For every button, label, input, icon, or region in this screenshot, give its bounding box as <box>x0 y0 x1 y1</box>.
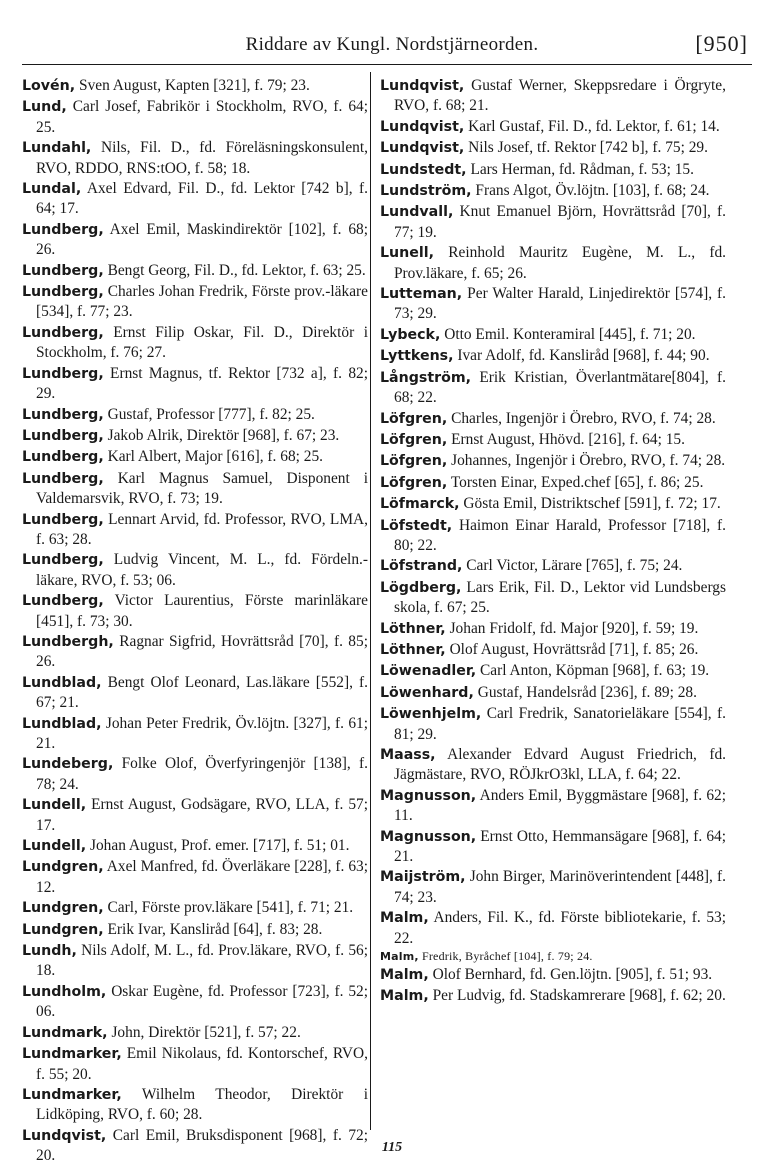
entry-surname: Lundberg, <box>22 511 104 528</box>
list-item <box>380 908 726 948</box>
entry-details: Nils, Fil. D., fd. Föreläsningskonsulent, RVO, RDDO, RNS:tOO, f. 58; 18. <box>36 139 368 177</box>
entry-surname: Löfmarck, <box>380 496 460 513</box>
entry-surname: Lundberg, <box>22 284 104 301</box>
entry-details: Ernst Otto, Hemmansägare [968], f. 64; 21. <box>394 827 726 866</box>
entry-details: Carl Josef, Fabrikör i Stockholm, RVO, f. 64; 25. <box>36 98 368 136</box>
entry-surname: Lundgren, <box>22 921 104 938</box>
entry-surname: Lunell, <box>380 245 434 262</box>
entry-surname: Lundvall, <box>380 204 454 221</box>
entry-details: Victor Laurentius, Förste marinläkare [451], f. 73; 30. <box>36 592 368 630</box>
entry-details: Fredrik, Byråchef [104], f. 79; 24. <box>421 949 593 964</box>
entry-details: Johan Peter Fredrik, Öv.löjtn. [327], f. 61; 21. <box>36 714 368 752</box>
entry-details: Erik Ivar, Kansliråd [64], f. 83; 28. <box>107 920 323 938</box>
entry-surname: Lundberg, <box>22 552 104 569</box>
list-item <box>380 494 726 514</box>
list-item <box>380 368 726 408</box>
entry-details: Carl Victor, Lärare [765], f. 75; 24. <box>466 557 683 575</box>
entry-details: Charles Johan Fredrik, Förste prov.-läkare [534], f. 77; 23. <box>36 283 368 321</box>
entry-details: Per Ludvig, fd. Stadskamrerare [968], f. 62; 20. <box>432 987 726 1005</box>
list-item <box>380 325 726 345</box>
entry-surname: Lundell, <box>22 838 87 855</box>
column-divider <box>370 72 371 1130</box>
entry-details: Ivar Adolf, fd. Kansliråd [968], f. 44; 90. <box>457 347 710 365</box>
entry-surname: Lundqvist, <box>22 1127 107 1144</box>
list-item <box>380 451 726 471</box>
entry-details: John, Direktör [521], f. 57; 22. <box>111 1023 301 1041</box>
entry-details: Torsten Einar, Exped.chef [65], f. 86; 25. <box>450 473 704 491</box>
entry-surname: Malm, <box>380 950 419 964</box>
entry-details: Emil Nikolaus, fd. Kontorschef, RVO, f. 55; 20. <box>36 1045 368 1083</box>
list-item <box>22 179 368 219</box>
entry-details: Karl Magnus Samuel, Disponent i Valdemarsvik, RVO, f. 73; 19. <box>36 469 368 508</box>
entry-surname: Lundstedt, <box>380 161 467 178</box>
list-item <box>22 550 368 590</box>
list-item <box>22 632 368 672</box>
list-item <box>22 220 368 260</box>
entry-details: Anders Emil, Byggmästare [968], f. 62; 11. <box>394 786 726 825</box>
entry-details: Sven August, Kapten [321], f. 79; 23. <box>79 77 310 94</box>
list-item <box>22 982 368 1022</box>
list-item <box>22 1023 368 1043</box>
entry-details: Lars Erik, Fil. D., Lektor vid Lundsbergs skola, f. 67; 25. <box>394 578 726 617</box>
list-item <box>22 1085 368 1125</box>
entry-surname: Lundmarker, <box>22 1086 122 1103</box>
entry-details: Carl Anton, Köpman [968], f. 63; 19. <box>480 662 710 680</box>
entry-surname: Lundberg, <box>22 427 104 444</box>
right-column <box>380 76 726 1008</box>
entry-surname: Lyttkens, <box>380 348 454 365</box>
entry-details: Carl Fredrik, Sanatorieläkare [554], f. 81; 29. <box>394 705 726 743</box>
entry-details: Olof Bernhard, fd. Gen.löjtn. [905], f. 51; 93. <box>432 966 713 984</box>
entry-details: Axel Emil, Maskindirektör [102], f. 68; 26. <box>36 220 368 259</box>
entry-surname: Lundqvist, <box>380 140 465 157</box>
list-item <box>22 1044 368 1084</box>
entry-details: Ludvig Vincent, M. L., fd. Fördeln.-läkare, RVO, f. 53; 06. <box>36 551 368 589</box>
list-item <box>22 426 368 446</box>
entry-surname: Lundmark, <box>22 1024 108 1041</box>
entry-details: Johan Fridolf, fd. Major [920], f. 59; 19. <box>449 619 699 637</box>
entry-surname: Löthner, <box>380 620 446 637</box>
list-item <box>22 795 368 835</box>
entry-surname: Lundberg, <box>22 221 104 238</box>
entry-details: Charles, Ingenjör i Örebro, RVO, f. 74; 28. <box>451 409 716 427</box>
entry-surname: Lundmarker, <box>22 1046 122 1063</box>
list-item <box>22 323 368 363</box>
entry-surname: Malm, <box>380 910 429 927</box>
entry-surname: Löfgren, <box>380 474 448 491</box>
list-item <box>22 138 368 178</box>
entry-details: John Birger, Marinöverintendent [448], f. 74; 23. <box>394 868 726 906</box>
entry-surname: Lundberg, <box>22 324 104 341</box>
header-rule <box>22 64 752 65</box>
list-item <box>380 243 726 283</box>
list-item <box>380 949 726 964</box>
entry-surname: Långström, <box>380 369 472 386</box>
entry-surname: Lybeck, <box>380 326 441 343</box>
list-item <box>22 591 368 631</box>
entry-surname: Lundahl, <box>22 140 92 157</box>
entry-details: Alexander Edvard August Friedrich, fd. Jägmästare, RVO, RÖJkrO3kl, LLA, f. 64; 22. <box>394 746 726 784</box>
list-item <box>380 683 726 703</box>
entry-surname: Löfgren, <box>380 410 448 427</box>
list-item <box>22 857 368 897</box>
list-item <box>380 578 726 618</box>
entry-details: Wilhelm Theodor, Direktör i Lidköping, RVO, f. 60; 28. <box>36 1085 368 1124</box>
entry-details: Reinhold Mauritz Eugène, M. L., fd. Prov.läkare, f. 65; 26. <box>394 244 726 282</box>
list-item <box>380 117 726 137</box>
entry-surname: Lundgren, <box>22 859 104 876</box>
page-number: [950] <box>695 31 748 56</box>
list-item <box>380 986 726 1006</box>
list-item <box>380 556 726 576</box>
entry-surname: Lundberg, <box>22 449 104 466</box>
list-item <box>380 786 726 826</box>
list-item <box>22 282 368 322</box>
entry-details: Ernst August, Hhövd. [216], f. 64; 15. <box>451 430 685 448</box>
entry-details: Per Walter Harald, Linjedirektör [574], f. 73; 29. <box>394 285 726 323</box>
entry-details: Axel Manfred, fd. Överläkare [228], f. 63; 12. <box>36 858 369 896</box>
entry-surname: Löwenadler, <box>380 663 477 680</box>
entry-surname: Lundeberg, <box>22 756 114 773</box>
entry-details: Erik Kristian, Överlantmätare[804], f. 68; 22. <box>394 368 726 407</box>
entry-surname: Maijström, <box>380 869 466 886</box>
entry-details: Johannes, Ingenjör i Örebro, RVO, f. 74; 28. <box>451 452 726 470</box>
list-item <box>22 898 368 918</box>
list-item <box>22 76 368 96</box>
entry-surname: Löfgren, <box>380 431 448 448</box>
entry-surname: Löfgren, <box>380 453 448 470</box>
entry-surname: Lundbergh, <box>22 633 114 650</box>
entry-details: Ernst Magnus, tf. Rektor [732 a], f. 82; 29. <box>36 364 368 403</box>
entry-details: Ernst August, Godsägare, RVO, LLA, f. 57; 17. <box>36 796 368 834</box>
entry-surname: Lögdberg, <box>380 579 462 596</box>
entry-details: Lennart Arvid, fd. Professor, RVO, LMA, f. 63; 28. <box>36 510 368 548</box>
list-item <box>380 160 726 180</box>
list-item <box>22 261 368 281</box>
entry-surname: Maass, <box>380 747 436 763</box>
list-item <box>22 714 368 754</box>
entry-surname: Lundal, <box>22 181 82 198</box>
list-item <box>380 202 726 242</box>
list-item <box>380 138 726 158</box>
list-item <box>380 619 726 639</box>
entry-surname: Löfstrand, <box>380 558 463 575</box>
entry-details: Axel Edvard, Fil. D., fd. Lektor [742 b], f. 64; 17. <box>36 180 368 218</box>
entry-surname: Magnusson, <box>380 828 477 845</box>
entry-details: Lars Herman, fd. Rådman, f. 53; 15. <box>470 160 694 178</box>
entry-surname: Lundblad, <box>22 715 102 732</box>
entry-details: Olof August, Hovrättsråd [71], f. 85; 26. <box>449 640 699 658</box>
entry-details: Frans Algot, Öv.löjtn. [103], f. 68; 24. <box>475 182 710 200</box>
entry-surname: Lundberg, <box>22 593 104 610</box>
running-title: Riddare av Kungl. Nordstjärneorden. <box>245 34 539 55</box>
list-item <box>380 827 726 867</box>
list-item <box>22 469 368 509</box>
list-item <box>22 405 368 425</box>
entry-surname: Lundgren, <box>22 900 104 917</box>
entry-details: Otto Emil. Konteramiral [445], f. 71; 20. <box>444 325 696 343</box>
entry-details: Gustaf, Professor [777], f. 82; 25. <box>107 405 315 423</box>
entry-details: Knut Emanuel Björn, Hovrättsråd [70], f. 77; 19. <box>394 203 726 241</box>
entry-surname: Lundberg, <box>22 406 104 423</box>
entry-surname: Lundell, <box>22 797 87 814</box>
list-item <box>22 920 368 940</box>
list-item <box>380 181 726 201</box>
left-column <box>22 76 368 1167</box>
entry-details: Oskar Eugène, fd. Professor [723], f. 52; 06. <box>36 982 368 1021</box>
entry-surname: Lundberg, <box>22 470 104 487</box>
list-item <box>22 836 368 856</box>
entry-surname: Lovén, <box>22 78 76 94</box>
entry-details: Gösta Emil, Distriktschef [591], f. 72; 17. <box>463 495 721 513</box>
entry-details: Ernst Filip Oskar, Fil. D., Direktör i Stockholm, f. 76; 27. <box>36 323 368 362</box>
entry-surname: Lundqvist, <box>380 118 465 135</box>
entry-surname: Lundström, <box>380 183 472 200</box>
list-item <box>380 704 726 744</box>
entry-details: Jakob Alrik, Direktör [968], f. 67; 23. <box>107 426 340 444</box>
list-item <box>22 754 368 794</box>
entry-surname: Lundholm, <box>22 983 107 1000</box>
list-item <box>22 447 368 467</box>
list-item <box>380 516 726 556</box>
entry-surname: Malm, <box>380 967 429 984</box>
entry-details: Karl Gustaf, Fil. D., fd. Lektor, f. 61; 14. <box>468 117 720 135</box>
list-item <box>380 661 726 681</box>
list-item <box>22 941 368 981</box>
entry-details: Bengt Georg, Fil. D., fd. Lektor, f. 63; 25. <box>107 261 366 279</box>
entry-surname: Lutteman, <box>380 286 463 303</box>
list-item <box>22 510 368 550</box>
entry-surname: Löfstedt, <box>380 517 453 534</box>
list-item <box>380 745 726 785</box>
page-header <box>0 31 784 64</box>
entry-details: Bengt Olof Leonard, Las.läkare [552], f. 67; 21. <box>36 673 368 712</box>
entry-details: Karl Albert, Major [616], f. 68; 25. <box>107 448 324 466</box>
entry-details: Gustaf, Handelsråd [236], f. 89; 28. <box>477 683 697 701</box>
entry-details: Johan August, Prof. emer. [717], f. 51; 01. <box>90 837 350 855</box>
list-item <box>380 409 726 429</box>
entry-surname: Lund, <box>22 99 67 116</box>
list-item <box>22 364 368 404</box>
entry-details: Anders, Fil. K., fd. Förste bibliotekarie, f. 53; 22. <box>394 909 726 947</box>
entry-details: Nils Adolf, M. L., fd. Prov.läkare, RVO, f. 56; 18. <box>36 942 368 980</box>
list-item <box>380 284 726 324</box>
list-item <box>22 97 368 137</box>
entry-details: Carl Emil, Bruksdisponent [968], f. 72; 20. <box>36 1126 368 1165</box>
list-item <box>22 673 368 713</box>
list-item <box>380 346 726 366</box>
list-item <box>380 867 726 907</box>
entry-details: Gustaf Werner, Skeppsredare i Örgryte, RVO, f. 68; 21. <box>394 77 726 115</box>
list-item <box>380 430 726 450</box>
entry-surname: Lundblad, <box>22 674 102 691</box>
entry-surname: Magnusson, <box>380 787 477 804</box>
entry-surname: Lundh, <box>22 943 77 960</box>
list-item <box>380 965 726 985</box>
entry-surname: Löthner, <box>380 641 446 658</box>
entry-details: Haimon Einar Harald, Professor [718], f. 80; 22. <box>394 516 726 554</box>
entry-surname: Löwenhjelm, <box>380 706 482 723</box>
entry-surname: Malm, <box>380 988 429 1005</box>
entry-surname: Lundberg, <box>22 365 104 382</box>
entry-details: Folke Olof, Överfyringenjör [138], f. 78; 24. <box>36 755 368 793</box>
page-folio: 115 <box>381 1140 403 1155</box>
entry-details: Ragnar Sigfrid, Hovrättsråd [70], f. 85; 26. <box>36 632 368 671</box>
entry-details: Carl, Förste prov.läkare [541], f. 71; 21. <box>107 899 354 917</box>
list-item <box>380 640 726 660</box>
list-item <box>380 473 726 493</box>
entry-surname: Löwenhard, <box>380 684 474 701</box>
entry-details: Nils Josef, tf. Rektor [742 b], f. 75; 29. <box>468 139 708 157</box>
entry-surname: Lundberg, <box>22 262 104 279</box>
entry-surname: Lundqvist, <box>380 78 465 94</box>
list-item <box>380 76 726 116</box>
